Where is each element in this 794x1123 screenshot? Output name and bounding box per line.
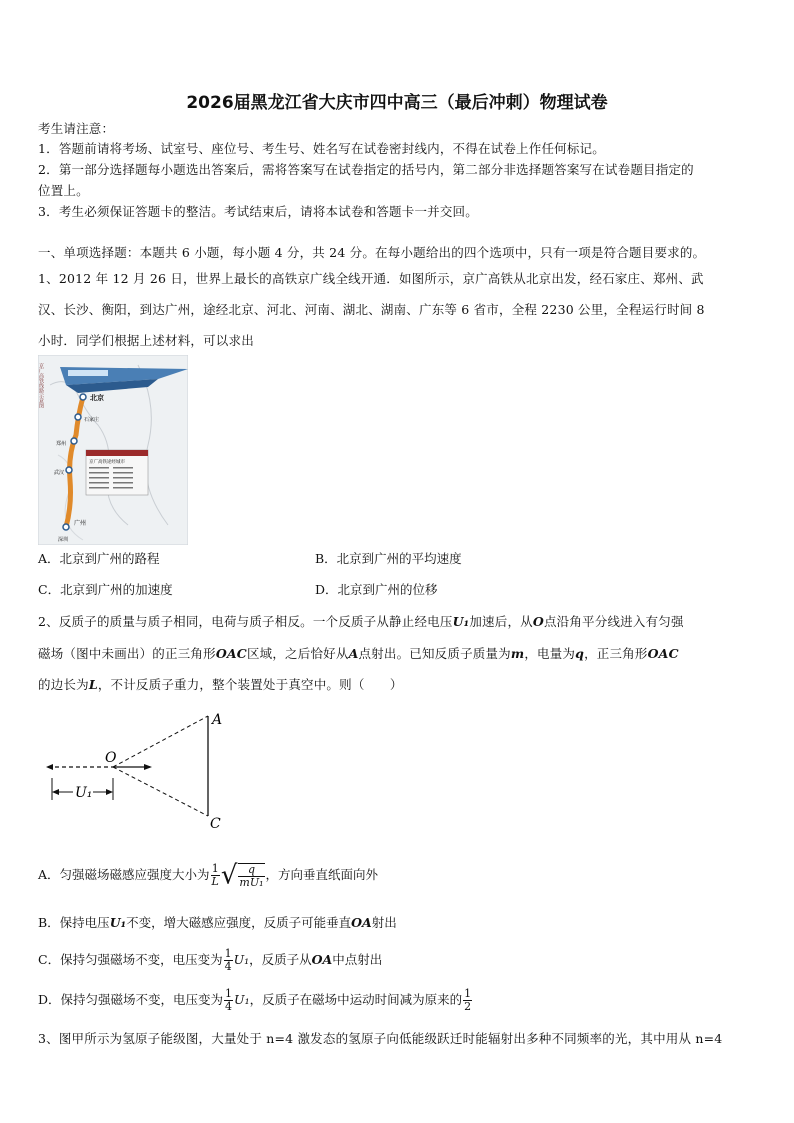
- q1-line-2: 汉、长沙、衡阳，到达广州，途经北京、河北、河南、湖北、湖南、广东等 6 省市，全程 2230 公里，全程运行时间 8: [38, 302, 705, 317]
- label-a: A: [212, 712, 223, 728]
- q3-line-1: 3、图甲所示为氢原子能级图，大量处于 n=4 激发态的氢原子向低能级跃迁时能辐射出多种不同频率的光，其中用从 n=4: [38, 1031, 723, 1046]
- notice-item-1: 1．答题前请将考场、试室号、座位号、考生号、姓名写在试卷密封线内，不得在试卷上作任何标记。: [38, 141, 605, 156]
- q1-option-a: A．北京到广州的路程: [38, 551, 160, 566]
- q2-line-2: 磁场（图中未画出）的正三角形OAC区域，之后恰好从A点射出。已知反质子质量为m，电量为q，正三角形OAC: [38, 646, 679, 661]
- q2-line-3: 的边长为L，不计反质子重力，整个装置处于真空中。则（ ）: [38, 677, 403, 692]
- q2-line-1: 2、反质子的质量与质子相同，电荷与质子相反。一个反质子从静止经电压U₁加速后，从O点沿角平分线进入有匀强: [38, 614, 684, 629]
- notice-heading: 考生请注意：: [38, 121, 115, 136]
- railway-map-figure: [38, 355, 188, 545]
- label-o: O: [105, 750, 117, 766]
- notice-item-2-cont: 位置上。: [38, 183, 89, 198]
- q1-option-c: C．北京到广州的加速度: [38, 582, 173, 597]
- map-city-shenzhen: 深圳: [58, 537, 69, 543]
- map-inset-title: 京广高铁途经城市: [89, 460, 125, 465]
- notice-item-2: 2．第一部分选择题每小题选出答案后，需将答案写在试卷指定的括号内，第二部分非选择题答案写在试卷题目指定的: [38, 162, 694, 177]
- q2-option-a: A．匀强磁场磁感应强度大小为 $\frac{1}{L}$ √ $\frac{q}{\text{mU₁}}$ ，方向垂直纸面向外: [38, 860, 379, 891]
- q2-option-b: B．保持电压U₁不变，增大磁感应强度，反质子可能垂直OA射出: [38, 915, 397, 930]
- q2-option-d: D．保持匀强磁场不变，电压变为 $\frac{1}{4}$ U₁，反质子在磁场中运动时间减为原来的 $\frac{1}{2}$: [38, 987, 472, 1013]
- label-u1: U₁: [75, 785, 93, 801]
- q1-option-d: D．北京到广州的位移: [315, 582, 438, 597]
- label-c: C: [210, 816, 221, 832]
- notice-item-3: 3．考生必须保证答题卡的整洁。考试结束后，请将本试卷和答题卡一并交回。: [38, 204, 478, 219]
- q1-option-b: B．北京到广州的平均速度: [315, 551, 462, 566]
- map-city-shijiazhuang: 石家庄: [84, 417, 100, 423]
- triangle-diagram: [38, 710, 238, 835]
- section-heading: 一、单项选择题：本题共 6 小题，每小题 4 分，共 24 分。在每小题给出的四个选项中，只有一项是符合题目要求的。: [38, 245, 706, 260]
- map-city-wuhan: 武汉: [54, 470, 65, 476]
- map-side-title: 京广高铁线路示意图: [38, 363, 44, 408]
- q1-line-3: 小时．同学们根据上述材料，可以求出: [38, 333, 254, 348]
- q2-option-c: C．保持匀强磁场不变，电压变为 $\frac{1}{4}$ U₁，反质子从OA中点射出: [38, 947, 383, 973]
- map-city-zhengzhou: 郑州: [56, 441, 67, 447]
- q1-line-1: 1、2012 年 12 月 26 日，世界上最长的高铁京广线全线开通．如图所示，京广高铁从北京出发，经石家庄、郑州、武: [38, 271, 704, 286]
- map-city-beijing: 北京: [90, 393, 104, 402]
- page-title: 2026届黑龙江省大庆市四中高三（最后冲刺）物理试卷: [186, 93, 608, 113]
- map-city-guangzhou: 广州: [74, 520, 87, 527]
